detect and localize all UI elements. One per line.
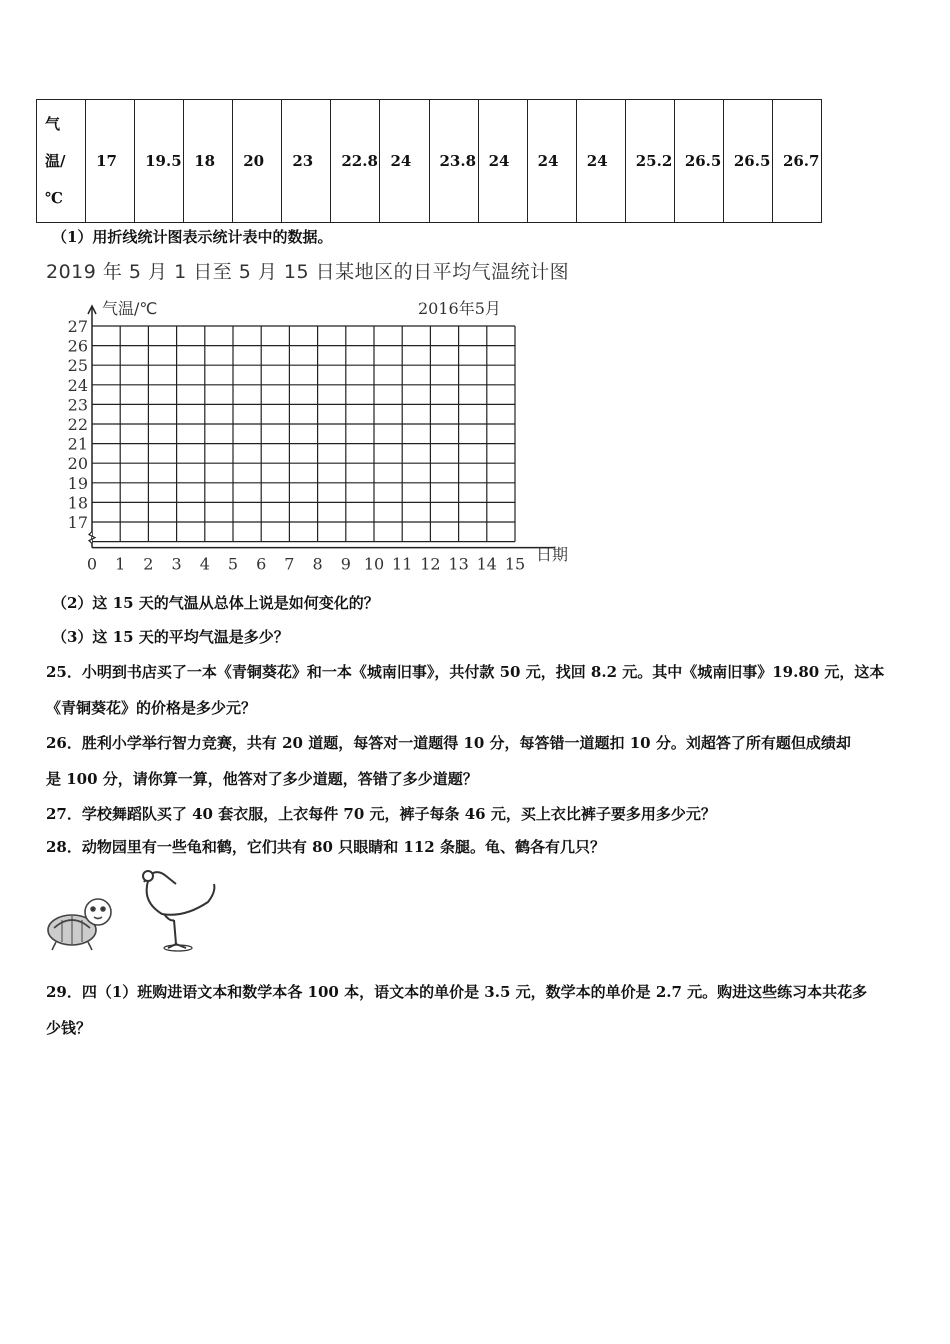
- question-3: （3）这 15 天的平均气温是多少？: [52, 628, 289, 646]
- y-tick-label: 21: [67, 434, 88, 454]
- y-tick-label: 22: [67, 415, 88, 434]
- x-tick-label: 11: [392, 554, 413, 572]
- table-cell: 17: [86, 100, 135, 223]
- problem-25-line-1: 25．小明到书店买了一本《青铜葵花》和一本《城南旧事》，共付款 50 元，找回 8.2 元。其中《城南旧事》19.80 元，这本: [46, 663, 885, 681]
- problem-29-line-2: 少钱？: [46, 1019, 92, 1037]
- x-tick-label: 15: [504, 554, 526, 572]
- problem-26-line-2: 是 100 分，请你算一算，他答对了多少道题，答错了多少道题？: [46, 770, 478, 788]
- y-tick-label: 17: [67, 513, 88, 532]
- temperature-table: [36, 99, 822, 223]
- table-cell: 26.7: [772, 100, 821, 223]
- table-header-cell: [37, 100, 86, 223]
- x-tick-label: 8: [312, 554, 323, 572]
- table-cell: 20: [233, 100, 282, 223]
- problem-26-line-1: 26．胜利小学举行智力竞赛，共有 20 道题，每答对一道题得 10 分，每答错一道题扣 10 分。刘超答了所有题但成绩却: [46, 734, 851, 752]
- y-tick-label: 25: [67, 356, 88, 376]
- chart-title: 2019 年 5 月 1 日至 5 月 15 日某地区的日平均气温统计图: [46, 261, 570, 283]
- y-tick-label: 23: [67, 395, 88, 415]
- x-tick-label: 7: [284, 554, 295, 572]
- x-tick-label: 0: [86, 554, 98, 572]
- table-cell: 19.5: [135, 100, 184, 223]
- problem-27: 27．学校舞蹈队买了 40 套衣服，上衣每件 70 元，裤子每条 46 元，买上衣比裤子要多用多少元？: [46, 805, 716, 823]
- y-tick-label: 18: [67, 493, 88, 513]
- y-tick-label: 27: [67, 317, 88, 336]
- x-tick-label: 14: [476, 554, 497, 572]
- x-tick-label: 12: [420, 554, 441, 572]
- problem-25-line-2: 《青铜葵花》的价格是多少元？: [46, 699, 257, 717]
- x-tick-label: 13: [448, 554, 469, 572]
- line-chart-grid: [60, 292, 580, 572]
- table-cell: 24: [576, 100, 625, 223]
- y-tick-label: 20: [67, 454, 88, 474]
- table-cell: 24: [380, 100, 429, 223]
- table-cell: 18: [184, 100, 233, 223]
- chart-subtitle: 2016年5月: [418, 299, 501, 318]
- x-tick-label: 2: [143, 554, 154, 572]
- header-line: ℃: [45, 188, 63, 207]
- x-tick-label: 4: [199, 554, 210, 572]
- x-tick-label: 5: [227, 554, 239, 572]
- x-tick-label: 1: [115, 554, 126, 572]
- table-cell: 22.8: [331, 100, 380, 223]
- x-axis-label: 日期: [536, 545, 569, 564]
- x-tick-label: 3: [171, 554, 182, 572]
- y-tick-label: 24: [67, 375, 88, 395]
- table-cell: 24: [527, 100, 576, 223]
- table-cell: 23.8: [429, 100, 478, 223]
- y-axis-label: 气温/℃: [102, 299, 158, 318]
- header-line: 气: [45, 114, 61, 133]
- table-cell: 24: [478, 100, 527, 223]
- question-2: （2）这 15 天的气温从总体上说是如何变化的？: [52, 594, 379, 612]
- x-tick-label: 6: [256, 554, 267, 572]
- x-tick-label: 9: [340, 554, 351, 572]
- y-tick-label: 19: [67, 473, 88, 493]
- problem-29-line-1: 29．四（1）班购进语文本和数学本各 100 本，语文本的单价是 3.5 元，数学本的单价是 2.7 元。购进这些练习本共花多: [46, 983, 868, 1001]
- turtle-crane-illustration: [44, 862, 234, 954]
- turtle-icon: [48, 899, 111, 950]
- crane-icon: [143, 871, 214, 951]
- table-cell: 23: [282, 100, 331, 223]
- table-cell: 26.5: [674, 100, 723, 223]
- table-cell: 25.2: [625, 100, 674, 223]
- header-line: 温/: [45, 151, 66, 170]
- question-1: （1）用折线统计图表示统计表中的数据。: [52, 228, 333, 246]
- y-tick-label: 26: [67, 336, 88, 356]
- problem-28: 28．动物园里有一些龟和鹤，它们共有 80 只眼睛和 112 条腿。龟、鹤各有几只？: [46, 838, 605, 856]
- x-tick-label: 10: [363, 554, 385, 572]
- table-cell: 26.5: [723, 100, 772, 223]
